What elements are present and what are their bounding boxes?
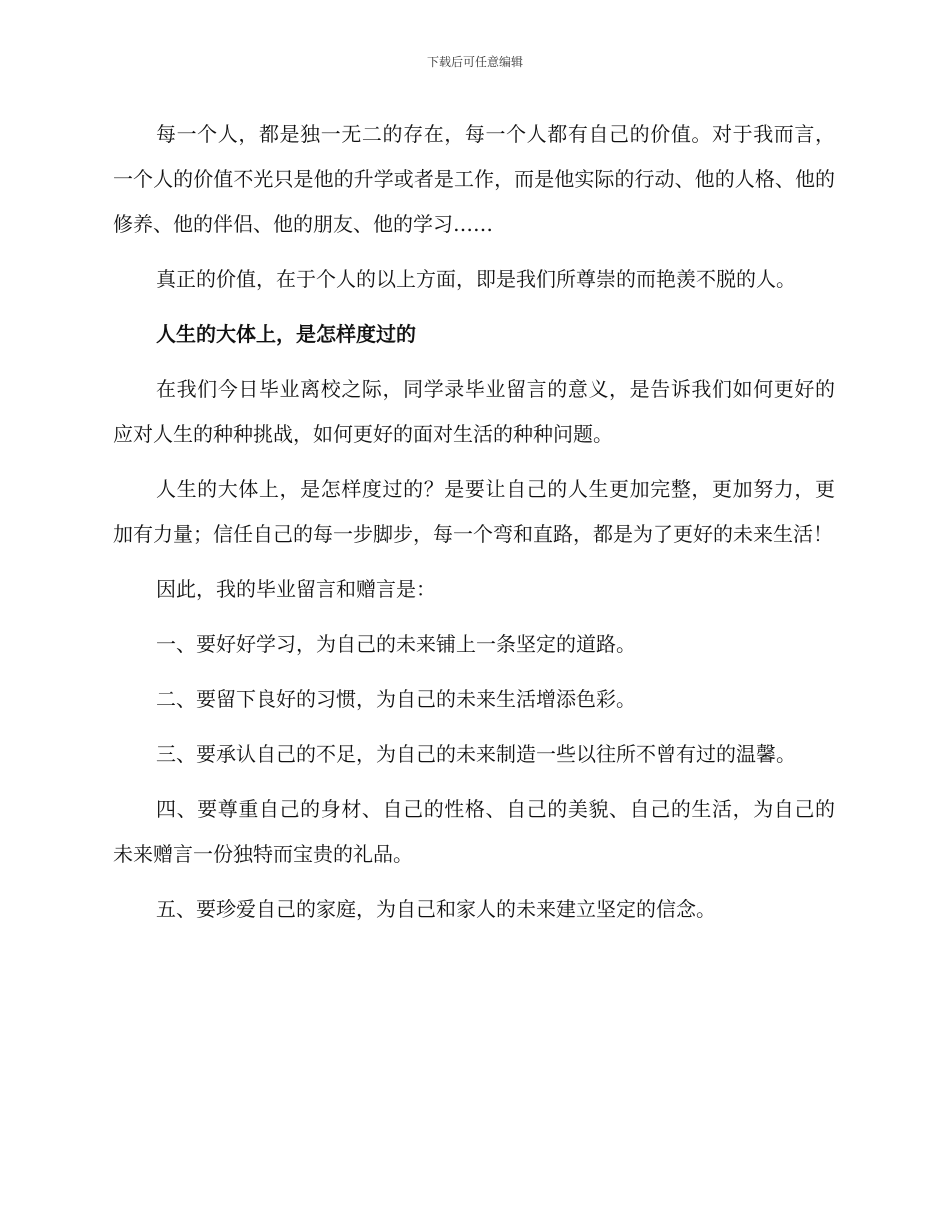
- list-item: 二、要留下良好的习惯，为自己的未来生活增添色彩。: [156, 687, 636, 711]
- paragraph: 因此，我的毕业留言和赠言是：: [156, 577, 436, 601]
- list-item: 一、要好好学习，为自己的未来铺上一条坚定的道路。: [156, 632, 636, 656]
- paragraph: 真正的价值，在于个人的以上方面，即是我们所尊崇的而艳羡不脱的人。: [156, 267, 796, 291]
- list-item: 五、要珍爱自己的家庭，为自己和家人的未来建立坚定的信念。: [156, 897, 716, 921]
- list-item: 三、要承认自己的不足，为自己的未来制造一些以往所不曾有过的温馨。: [156, 742, 796, 766]
- paragraph: 在我们今日毕业离校之际，同学录毕业留言的意义，是告诉我们如何更好的应对人生的种种挑战，如何更好的面对生活的种种问题。: [113, 377, 835, 446]
- paragraph: 人生的大体上，是怎样度过的？是要让自己的人生更加完整，更加努力，更加有力量；信任自己的每一步脚步，每一个弯和直路，都是为了更好的未来生活！: [113, 477, 835, 546]
- document-body: [113, 112, 835, 942]
- list-item: 四、要尊重自己的身材、自己的性格、自己的美貌、自己的生活，为自己的未来赠言一份独特而宝贵的礼品。: [113, 797, 835, 866]
- section-heading: 人生的大体上，是怎样度过的: [156, 322, 416, 346]
- page-header-note: 下载后可任意编辑: [426, 55, 523, 69]
- paragraph: 每一个人，都是独一无二的存在，每一个人都有自己的价值。对于我而言，一个人的价值不光只是他的升学或者是工作，而是他实际的行动、他的人格、他的修养、他的伴侣、他的朋友、他的学习……: [113, 122, 835, 236]
